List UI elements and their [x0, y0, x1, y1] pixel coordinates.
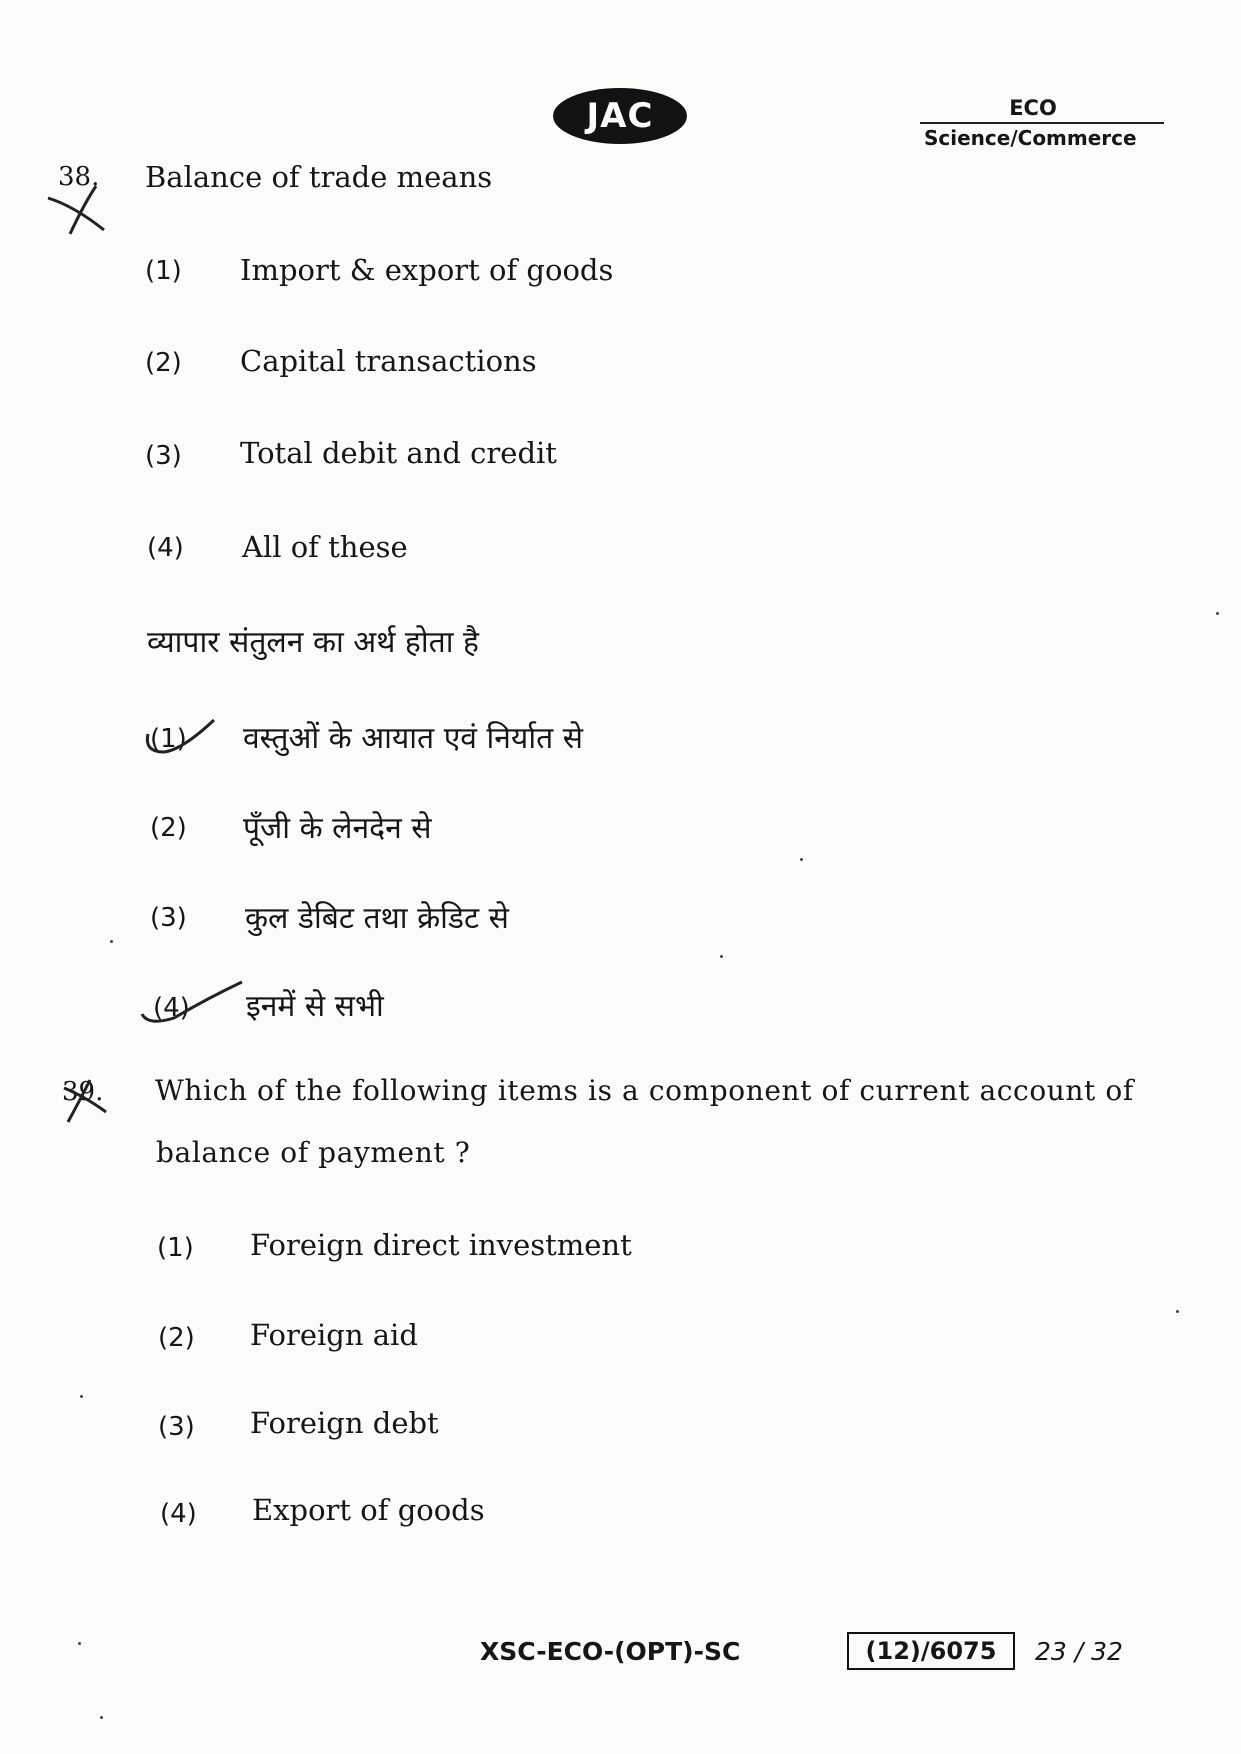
q38-option-1-text: Import & export of goods: [240, 253, 614, 287]
q38-question-text: Balance of trade means: [145, 160, 493, 194]
scan-speck: [80, 1395, 83, 1398]
q39-option-4-text: Export of goods: [252, 1493, 485, 1527]
q38-option-2-text: Capital transactions: [240, 344, 537, 378]
q39-option-3-text: Foreign debt: [250, 1406, 439, 1440]
set-code: (12)/6075: [865, 1637, 997, 1665]
scan-speck: [78, 1642, 81, 1645]
q38-option-1-number: (1): [145, 256, 182, 286]
jac-logo: [553, 88, 687, 144]
q39-question-line-2: balance of payment ?: [156, 1136, 471, 1169]
q38-hindi-option-2-number: (2): [150, 813, 187, 843]
q39-option-2-text: Foreign aid: [250, 1318, 418, 1352]
q38-option-4-number: (4): [147, 533, 184, 563]
header-divider: [920, 122, 1164, 124]
q38-option-3-text: Total debit and credit: [240, 436, 557, 470]
scan-speck: [1216, 612, 1219, 615]
q38-option-3-number: (3): [145, 441, 182, 471]
logo-text: JAC: [586, 96, 654, 136]
q38-hindi-option-3-number: (3): [150, 903, 187, 933]
scan-speck: [1176, 1310, 1179, 1313]
scan-speck: [720, 955, 723, 958]
q38-hindi-option-3-text: कुल डेबिट तथा क्रेडिट से: [245, 901, 509, 936]
q39-option-4-number: (4): [160, 1499, 197, 1529]
q38-hindi-option-2-text: पूँजी के लेनदेन से: [243, 811, 432, 846]
paper-code: XSC-ECO-(OPT)-SC: [480, 1637, 741, 1666]
q39-option-3-number: (3): [158, 1412, 195, 1442]
q38-number: 38.: [58, 162, 100, 192]
scan-speck: [100, 1716, 103, 1719]
q39-number: 39.: [62, 1077, 104, 1107]
stream-label: Science/Commerce: [924, 126, 1137, 150]
q39-option-1-text: Foreign direct investment: [250, 1228, 632, 1262]
q38-hindi-option-1-text: वस्तुओं के आयात एवं निर्यात से: [243, 721, 584, 756]
q38-option-2-number: (2): [145, 348, 182, 378]
page-number: 23 / 32: [1035, 1637, 1123, 1666]
scan-speck: [110, 940, 113, 943]
scan-speck: [800, 858, 803, 861]
q39-question-line-1: Which of the following items is a component of current account of: [155, 1074, 1134, 1107]
set-code-box: [847, 1632, 1015, 1670]
q39-option-2-number: (2): [158, 1323, 195, 1353]
q38-hindi-option-1-number: (1): [150, 724, 187, 754]
subject-code: ECO: [1009, 96, 1057, 120]
q39-option-1-number: (1): [157, 1233, 194, 1263]
q38-option-4-text: All of these: [242, 530, 408, 564]
q38-hindi-option-4-text: इनमें से सभी: [246, 989, 384, 1024]
q38-hindi-option-4-number: (4): [153, 993, 190, 1023]
q38-hindi-question-text: व्यापार संतुलन का अर्थ होता है: [147, 625, 479, 660]
